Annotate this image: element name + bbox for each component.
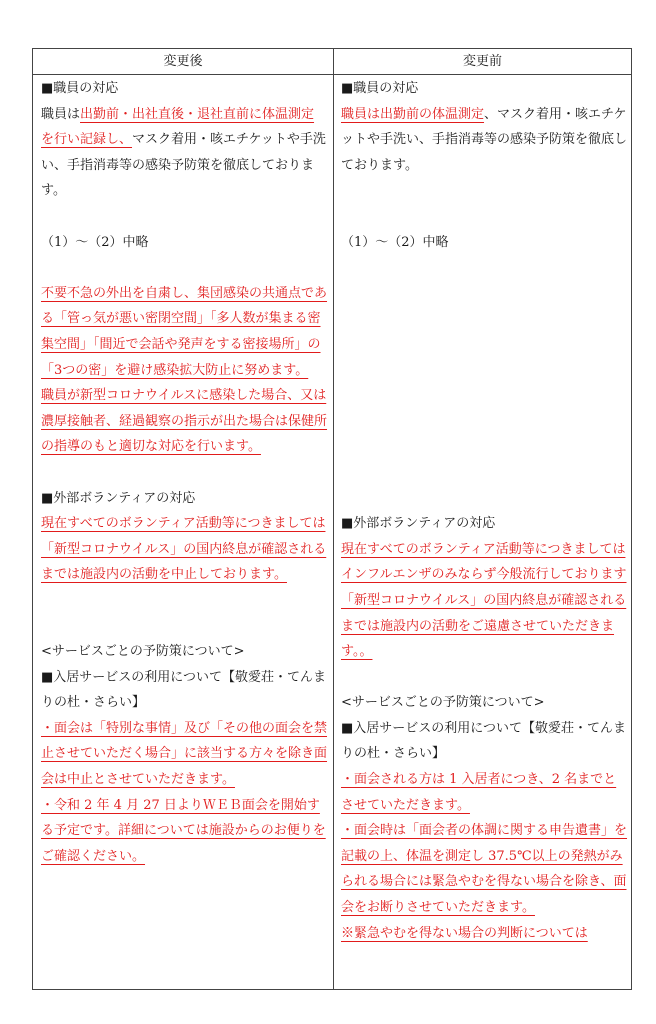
column-after <box>41 76 327 869</box>
comparison-table <box>32 48 632 990</box>
residence-heading-before: ■入居サービスの利用について【敬愛荘・てんまりの杜・さらい】 <box>341 720 627 762</box>
visit-rule-after: ・面会は「特別な事情」及び「その他の面会を禁止させていただく場合」に該当する方々を除き面会は中止とさせていただきます。 <box>41 720 328 788</box>
residence-heading-after: ■入居サービスの利用について【敬愛荘・てんまりの杜・さらい】 <box>41 669 327 711</box>
infection-paragraph: 職員が新型コロナウイルスに感染した場合、又は濃厚接触者、経過観察の指示が出た場合は保健所の指導のもと適切な対応を行います。 <box>41 388 328 455</box>
staff-rest: マスク着用・咳エチケットや手洗い、手指消毒等の感染予防策を徹底しております。 <box>41 132 326 199</box>
staff-changed-text: 出勤前・出社直後・退社直前に体温測定を行い記録し、 <box>41 106 315 148</box>
service-heading-after: <サービスごとの予防策について> <box>41 644 245 660</box>
three-c-paragraph: 不要不急の外出を自粛し、集団感染の共通点である「管っ気が悪い密閉空間」「多人数が集まる密集空間」「間近で会話や発声をする密接場所」の「3つの密」を避け感染拡大防止に努めます。 <box>41 285 328 378</box>
staff-rest-before: 、マスク着用・咳エチケットや手洗い、手指消毒等の感染予防策を徹底しております。 <box>341 106 628 173</box>
web-visit-after: ・令和 2 年 4 月 27 日よりＷＥＢ面会を開始する予定です。詳細については施設からのお便りをご確認ください。 <box>41 797 326 864</box>
column-divider <box>333 49 334 989</box>
volunteer-text-before: 現在すべてのボランティア活動等につきましてはインフルエンザのみならず今般流行しております「新型コロナウイルス」の国内終息が確認されるまでは施設内の活動をご遠慮させていただきます。。 <box>341 541 627 660</box>
staff-heading-after: ■職員の対応 <box>41 81 119 96</box>
omitted-note-before: （1）～（2）中略 <box>341 234 449 250</box>
header-after: 変更後 <box>33 49 334 75</box>
staff-paragraph-before <box>341 102 627 179</box>
emergency-note-before: ※緊急やむを得ない場合の判断については <box>341 925 588 941</box>
volunteer-heading-after: ■外部ボランティアの対応 <box>41 490 196 506</box>
omitted-note-after: （1）～（2）中略 <box>41 234 149 250</box>
service-heading-before: <サービスごとの予防策について> <box>341 695 545 711</box>
header-before: 変更前 <box>334 49 631 75</box>
visit-report-before: ・面会時は「面会者の体調に関する申告遺書」を記載の上、体温を測定し 37.5℃以上の発熱がみられる場合には緊急やむを得ない場合を除き、面会をお断りさせていただきます。 <box>341 823 628 916</box>
staff-heading-before: ■職員の対応 <box>341 81 419 96</box>
staff-paragraph-after <box>41 102 327 204</box>
visit-count-before: ・面会される方は 1 入居者につき、2 名までとさせていただきます。 <box>341 772 617 813</box>
staff-changed-text-before: 職員は出勤前の体温測定 <box>341 106 485 122</box>
column-before <box>341 76 627 946</box>
staff-prefix: 職員は <box>41 106 81 122</box>
volunteer-heading-before: ■外部ボランティアの対応 <box>341 516 496 532</box>
volunteer-text-after: 現在すべてのボランティア活動等につきましては「新型コロナウイルス」の国内終息が確認されるまでは施設内の活動を中止しております。 <box>41 516 327 583</box>
